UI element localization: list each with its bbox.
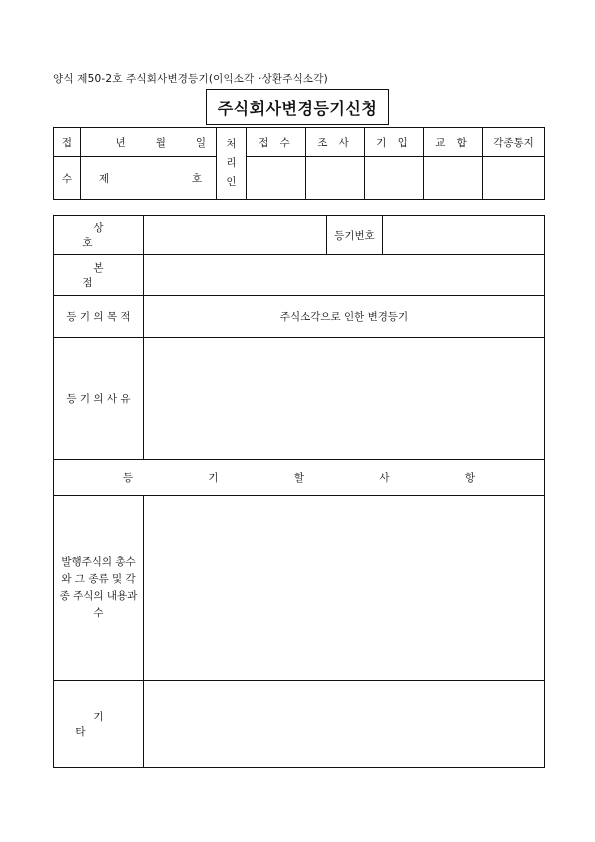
- head-office-label: 본 점: [54, 255, 144, 296]
- handler-char-3: 인: [226, 176, 237, 188]
- receipt-date-field[interactable]: [81, 128, 217, 157]
- other-label: 기 타: [54, 681, 144, 768]
- stamp-notices-cell[interactable]: [483, 157, 545, 200]
- number-prefix: 제: [99, 172, 110, 185]
- day-label: 일: [195, 136, 206, 149]
- shares-label-line-3: 종 주식의 내용과: [59, 590, 138, 602]
- receipt-su-label: 수: [54, 157, 81, 200]
- number-suffix: 호: [191, 172, 202, 185]
- handler-char-1: 처: [226, 138, 237, 150]
- stamp-receipt-cell[interactable]: [247, 157, 306, 200]
- shares-label-line-1: 발행주식의 총수: [61, 556, 136, 568]
- reason-label: 등 기 의 사 유: [54, 338, 144, 460]
- reg-number-field[interactable]: [383, 216, 545, 255]
- col-header-inspect: 조 사: [306, 128, 365, 157]
- receipt-jeop-label: 접: [54, 128, 81, 157]
- col-header-verify: 교 합: [424, 128, 483, 157]
- month-label: 월: [155, 136, 166, 149]
- handler-char-2: 리: [226, 157, 237, 169]
- form-title: 주식회사변경등기신청: [206, 89, 389, 125]
- receipt-table: [53, 127, 545, 200]
- receipt-number-field[interactable]: [81, 157, 217, 200]
- handler-label: [217, 128, 247, 200]
- application-table: [53, 215, 545, 768]
- shares-field[interactable]: [144, 496, 545, 681]
- stamp-entry-cell[interactable]: [365, 157, 424, 200]
- other-field[interactable]: [144, 681, 545, 768]
- stamp-inspect-cell[interactable]: [306, 157, 365, 200]
- matters-header: 등 기 할 사 항: [54, 460, 545, 496]
- purpose-label: 등 기 의 목 적: [54, 296, 144, 338]
- stamp-verify-cell[interactable]: [424, 157, 483, 200]
- col-header-entry: 기 입: [365, 128, 424, 157]
- head-office-field[interactable]: [144, 255, 545, 296]
- year-label: 년: [115, 136, 126, 149]
- shares-label: [54, 496, 144, 681]
- col-header-notices: 각종통지: [483, 128, 545, 157]
- form-number-label: 양식 제50-2호 주식회사변경등기(이익소각 ·상환주식소각): [53, 73, 328, 85]
- reg-number-label: 등기번호: [327, 216, 383, 255]
- col-header-receipt: 접 수: [247, 128, 306, 157]
- shares-label-line-2: 와 그 종류 및 각: [61, 573, 136, 585]
- company-name-field[interactable]: [144, 216, 327, 255]
- purpose-value[interactable]: 주식소각으로 인한 변경등기: [144, 296, 545, 338]
- company-name-label: 상 호: [54, 216, 144, 255]
- shares-label-line-4: 수: [93, 607, 104, 619]
- reason-field[interactable]: [144, 338, 545, 460]
